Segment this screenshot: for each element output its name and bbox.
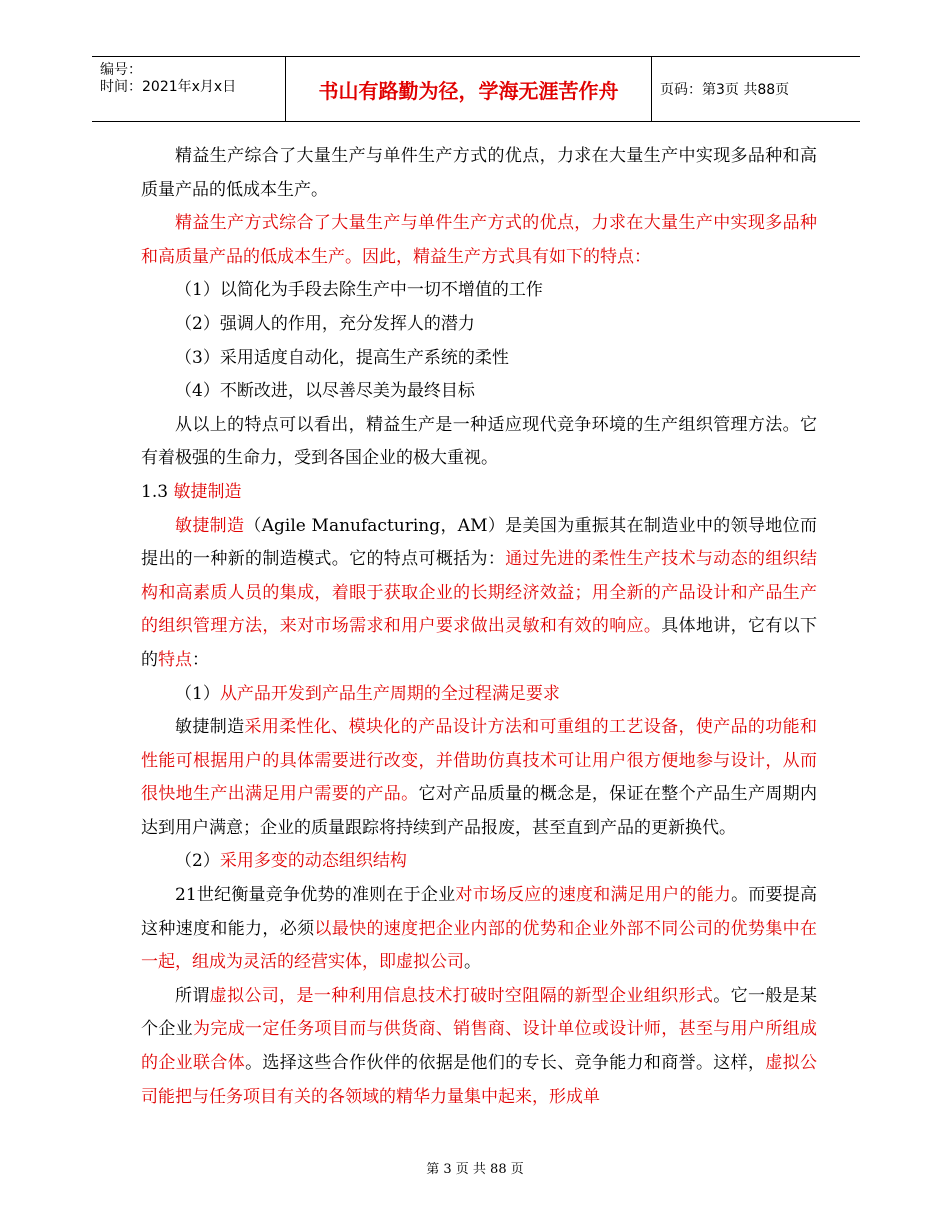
text-segment: （2）强调人的作用，充分发挥人的潜力: [175, 313, 475, 334]
text-segment: 。选择这些合作伙伴的依据是他们的专长、竞争能力和商誉。这样，: [245, 1053, 766, 1074]
header-motto: 书山有路勤为径，学海无涯苦作舟: [286, 57, 652, 121]
text-segment: （1）: [175, 683, 220, 704]
paragraph: [141, 678, 817, 712]
highlighted-text: 通过先进的柔性生产技术与动态的组织结构和高素质人员的集成，着眼于获取企业的长期经济效益；用全新的产品设计和产品生产的组织管理方法，来对市场需求和用户要求做出灵敏和有效的响应。: [141, 549, 818, 637]
section-heading: [141, 476, 817, 510]
highlighted-text: 对市场反应的速度和满足用户的能力: [455, 885, 732, 906]
highlighted-text: 虚拟公司能把与任务项目有关的各领域的精华力量集中起来，形成单: [141, 1053, 818, 1107]
highlighted-text: 从产品开发到产品生产周期的全过程满足要求: [219, 683, 560, 704]
text-segment: 。: [464, 952, 481, 973]
text-segment: 它对产品质量的概念是，保证在整个产品生产周期内达到用户满意；企业的质量跟踪将持续到产品报废，甚至直到产品的更新换代。: [141, 784, 818, 838]
paragraph: [141, 308, 817, 342]
paragraph: [141, 375, 817, 409]
paragraph: [141, 207, 817, 274]
text-segment: （4）不断改进，以尽善尽美为最终目标: [175, 381, 475, 402]
header-meta: [92, 57, 286, 121]
paragraph: [141, 510, 817, 678]
paragraph: [141, 980, 817, 1114]
paragraph: [141, 140, 817, 207]
text-segment: （2）: [175, 851, 220, 872]
paragraph: [141, 879, 817, 980]
highlighted-text: 以最快的速度把企业内部的优势和企业外部不同公司的优势集中在一起，组成为灵活的经营实体，即虚拟公司: [141, 918, 817, 973]
text-segment: 精益生产综合了大量生产与单件生产方式的优点，力求在大量生产中实现多品种和高质量产品的低成本生产。: [141, 146, 817, 200]
page-header: [92, 56, 860, 122]
text-segment: 敏捷制造: [175, 717, 245, 738]
header-page-info: 页码：第3页 共88页: [660, 82, 790, 98]
highlighted-text: 敏捷制造: [175, 515, 245, 536]
paragraph: [141, 409, 817, 476]
paragraph: [141, 342, 817, 376]
page-footer: 第 3 页 共 88 页: [426, 1162, 524, 1177]
text-segment: （3）采用适度自动化，提高生产系统的柔性: [175, 347, 509, 368]
text-segment: （Agile Manufacturing，AM）是美国为重振其在制造业中的领导地位而提出的一种新的制造模式。它的特点可概括为：: [141, 515, 817, 570]
text-segment: （1）以简化为手段去除生产中一切不增值的工作: [175, 280, 543, 301]
header-number: 编号：: [100, 62, 142, 78]
highlighted-text: 敏捷制造: [173, 481, 242, 502]
text-segment: 21世纪衡量竞争优势的准则在于企业: [175, 885, 456, 906]
highlighted-text: 虚拟公司，是一种利用信息技术打破时空阻隔的新型企业组织形式: [209, 985, 714, 1006]
highlighted-text: 为完成一定任务项目而与供货商、销售商、设计单位或设计师，甚至与用户所组成的企业联合体: [141, 1019, 818, 1074]
text-segment: 。它一般是某个企业: [141, 985, 818, 1040]
text-segment: 所谓: [175, 985, 210, 1006]
header-time: 时间：2021年x月x日: [100, 79, 237, 95]
paragraph: [141, 845, 817, 879]
text-segment: 从以上的特点可以看出，精益生产是一种适应现代竞争环境的生产组织管理方法。它有着极强的生命力，受到各国企业的极大重视。: [141, 414, 817, 469]
text-segment: 。而要提高这种速度和能力，必须: [141, 885, 818, 939]
highlighted-text: 采用多变的动态组织结构: [219, 851, 407, 872]
highlighted-text: 采用柔性化、模块化的产品设计方法和可重组的工艺设备，使产品的功能和性能可根据用户的具体需要进行改变，并借助仿真技术可让用户很方便地参与设计，从而很快地生产出满足用户需要的产品。: [141, 717, 818, 805]
paragraph: [141, 274, 817, 308]
highlighted-text: 精益生产方式综合了大量生产与单件生产方式的优点，力求在大量生产中实现多品种和高质量产品的低成本生产。因此，精益生产方式具有如下的特点：: [141, 213, 817, 267]
text-segment: ：: [192, 649, 209, 670]
document-body: [141, 140, 817, 1114]
paragraph: [141, 711, 817, 845]
text-segment: 1.3: [141, 481, 174, 502]
text-segment: 具体地讲，它有以下的: [141, 616, 818, 670]
highlighted-text: 特点: [158, 649, 192, 670]
